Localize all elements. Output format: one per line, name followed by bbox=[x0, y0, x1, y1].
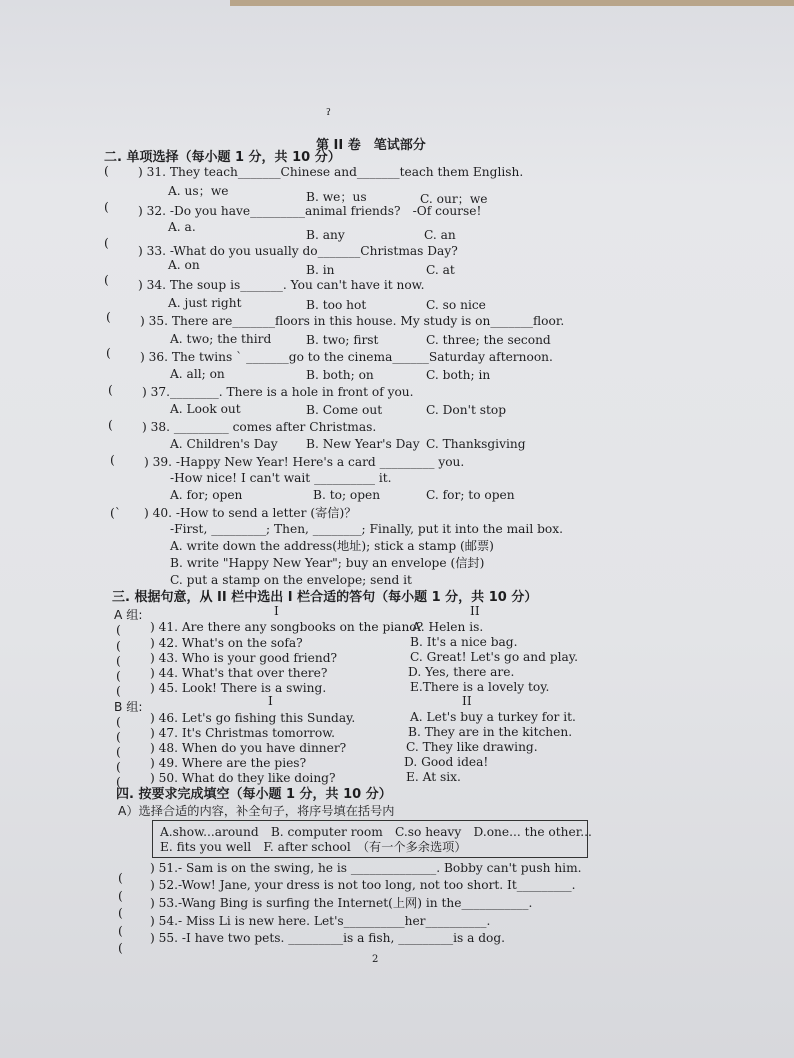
answer-paren: ( bbox=[116, 683, 121, 698]
option-a: A. two; the third bbox=[170, 332, 272, 346]
answer-paren: ( bbox=[116, 714, 121, 729]
question-42: ) 42. What's on the sofa? bbox=[150, 636, 303, 650]
answer-b: B. They are in the kitchen. bbox=[408, 725, 573, 739]
option-a: A. write down the address(地址); stick a stamp (邮票) bbox=[170, 539, 494, 553]
question-43: ) 43. Who is your good friend? bbox=[150, 651, 338, 665]
answer-c: C. Great! Let's go and play. bbox=[410, 650, 578, 664]
question-39: ) 39. -Happy New Year! Here's a card _________ you. bbox=[144, 455, 465, 469]
answer-paren: ( bbox=[104, 199, 109, 214]
answer-paren: (` bbox=[110, 505, 122, 520]
answer-paren: ( bbox=[118, 905, 123, 920]
option-b: B. we；us bbox=[306, 190, 367, 204]
question-55: ) 55. -I have two pets. _________is a fish, _________is a dog. bbox=[150, 931, 506, 945]
option-b: B. to; open bbox=[313, 488, 381, 502]
column-ii: II bbox=[462, 694, 472, 708]
question-39-line2: -How nice! I can't wait __________ it. bbox=[170, 471, 392, 485]
question-36: ) 36. The twins ` _______go to the cinema______Saturday afternoon. bbox=[140, 350, 553, 364]
answer-d: D. Yes, there are. bbox=[408, 665, 515, 679]
group-b-label: B 组: bbox=[114, 700, 143, 714]
answer-paren: ( bbox=[116, 622, 121, 637]
column-ii: II bbox=[470, 604, 480, 618]
section3-heading: 三. 根据句意，从 II 栏中选出 I 栏合适的答句（每小题 1 分，共 10 分） bbox=[112, 590, 538, 605]
option-c: C. our；we bbox=[420, 192, 488, 206]
answer-paren: ( bbox=[118, 923, 123, 938]
answer-e: E.There is a lovely toy. bbox=[410, 680, 550, 694]
section4-heading: 四. 按要求完成填空（每小题 1 分，共 10 分） bbox=[116, 787, 392, 802]
answer-paren: ( bbox=[116, 729, 121, 744]
question-31: ) 31. They teach_______Chinese and_______teach them English. bbox=[138, 165, 524, 179]
option-a: A. Children's Day bbox=[170, 437, 278, 451]
question-33: ) 33. -What do you usually do_______Christmas Day? bbox=[138, 244, 458, 258]
option-c: C. Don't stop bbox=[426, 403, 507, 417]
answer-paren: ( bbox=[118, 940, 123, 955]
answer-paren: ( bbox=[116, 774, 121, 789]
option-a: A. all; on bbox=[170, 367, 225, 381]
question-54: ) 54.- Miss Li is new here. Let's__________her__________. bbox=[150, 914, 491, 928]
option-c: C. for; to open bbox=[426, 488, 515, 502]
option-c: C. so nice bbox=[426, 298, 486, 312]
option-a: A. us；we bbox=[168, 184, 229, 198]
section2-heading: 二. 单项选择（每小题 1 分，共 10 分） bbox=[104, 150, 341, 165]
word-bank-line1: A.show...around B. computer room C.so heavy D.one... the other... bbox=[160, 825, 592, 839]
option-b: B. too hot bbox=[306, 298, 367, 312]
answer-paren: ( bbox=[116, 638, 121, 653]
option-a: A. Look out bbox=[170, 402, 241, 416]
word-bank-line2: E. fits you well F. after school （有一个多余选项） bbox=[160, 840, 467, 854]
option-c: C. put a stamp on the envelope; send it bbox=[170, 573, 412, 587]
option-a: A. just right bbox=[168, 296, 242, 310]
answer-paren: ( bbox=[108, 382, 113, 397]
option-c: C. an bbox=[424, 228, 456, 242]
answer-paren: ( bbox=[116, 744, 121, 759]
question-45: ) 45. Look! There is a swing. bbox=[150, 681, 327, 695]
question-37: ) 37.________. There is a hole in front of you. bbox=[142, 385, 414, 399]
answer-paren: ( bbox=[108, 417, 113, 432]
answer-paren: ( bbox=[106, 345, 111, 360]
answer-paren: ( bbox=[110, 452, 115, 467]
column-i: I bbox=[274, 604, 279, 618]
page-number: 2 bbox=[372, 954, 379, 965]
section4-instruction: A）选择合适的内容，补全句子，将序号填在括号内 bbox=[118, 804, 395, 818]
question-40-line2: -First, _________; Then, ________; Finally, put it into the mail box. bbox=[170, 522, 563, 536]
question-53: ) 53.-Wang Bing is surfing the Internet(上网) in the___________. bbox=[150, 896, 533, 910]
option-c: C. at bbox=[426, 263, 455, 277]
answer-paren: ( bbox=[118, 888, 123, 903]
option-c: C. both; in bbox=[426, 368, 491, 382]
question-35: ) 35. There are_______floors in this house. My study is on_______floor. bbox=[140, 314, 565, 328]
option-b: B. Come out bbox=[306, 403, 383, 417]
option-b: B. New Year's Day bbox=[306, 437, 420, 451]
answer-paren: ( bbox=[104, 163, 109, 178]
option-b: B. write "Happy New Year"; buy an envelope (信封) bbox=[170, 556, 485, 570]
answer-d: D. Good idea! bbox=[404, 755, 489, 769]
option-b: B. two; first bbox=[306, 333, 379, 347]
option-c: C. three; the second bbox=[426, 333, 551, 347]
option-b: B. both; on bbox=[306, 368, 374, 382]
question-47: ) 47. It's Christmas tomorrow. bbox=[150, 726, 336, 740]
answer-a: A. Let's buy a turkey for it. bbox=[410, 710, 576, 724]
question-51: ) 51.- Sam is on the swing, he is ______________. Bobby can't push him. bbox=[150, 861, 582, 875]
option-a: A. on bbox=[168, 258, 200, 272]
answer-paren: ( bbox=[116, 759, 121, 774]
question-49: ) 49. Where are the pies? bbox=[150, 756, 307, 770]
question-48: ) 48. When do you have dinner? bbox=[150, 741, 347, 755]
pen-mark: ʔ bbox=[326, 108, 331, 118]
question-52: ) 52.-Wow! Jane, your dress is not too long, not too short. It_________. bbox=[150, 878, 576, 892]
question-32: ) 32. -Do you have_________animal friends? -Of course! bbox=[138, 204, 482, 218]
answer-b: B. It's a nice bag. bbox=[410, 635, 518, 649]
question-34: ) 34. The soup is_______. You can't have it now. bbox=[138, 278, 425, 292]
option-b: B. any bbox=[306, 228, 345, 242]
group-a-label: A 组: bbox=[114, 608, 143, 622]
desk-edge bbox=[230, 0, 794, 6]
option-b: B. in bbox=[306, 263, 335, 277]
question-50: ) 50. What do they like doing? bbox=[150, 771, 336, 785]
question-44: ) 44. What's that over there? bbox=[150, 666, 328, 680]
question-41: ) 41. Are there any songbooks on the piano? bbox=[150, 620, 424, 634]
answer-paren: ( bbox=[106, 309, 111, 324]
answer-paren: ( bbox=[116, 668, 121, 683]
answer-paren: ( bbox=[116, 653, 121, 668]
option-c: C. Thanksgiving bbox=[426, 437, 526, 451]
question-40: ) 40. -How to send a letter (寄信)？ bbox=[144, 506, 357, 520]
answer-paren: ( bbox=[104, 272, 109, 287]
answer-paren: ( bbox=[104, 235, 109, 250]
answer-a: A. Helen is. bbox=[412, 620, 484, 634]
answer-paren: ( bbox=[118, 870, 123, 885]
option-a: A. for; open bbox=[170, 488, 243, 502]
option-a: A. a. bbox=[168, 220, 196, 234]
question-38: ) 38. _________ comes after Christmas. bbox=[142, 420, 377, 434]
answer-c: C. They like drawing. bbox=[406, 740, 538, 754]
part-title: 第 II 卷 笔试部分 bbox=[316, 138, 426, 153]
column-i: I bbox=[268, 694, 273, 708]
answer-e: E. At six. bbox=[406, 770, 461, 784]
question-46: ) 46. Let's go fishing this Sunday. bbox=[150, 711, 356, 725]
